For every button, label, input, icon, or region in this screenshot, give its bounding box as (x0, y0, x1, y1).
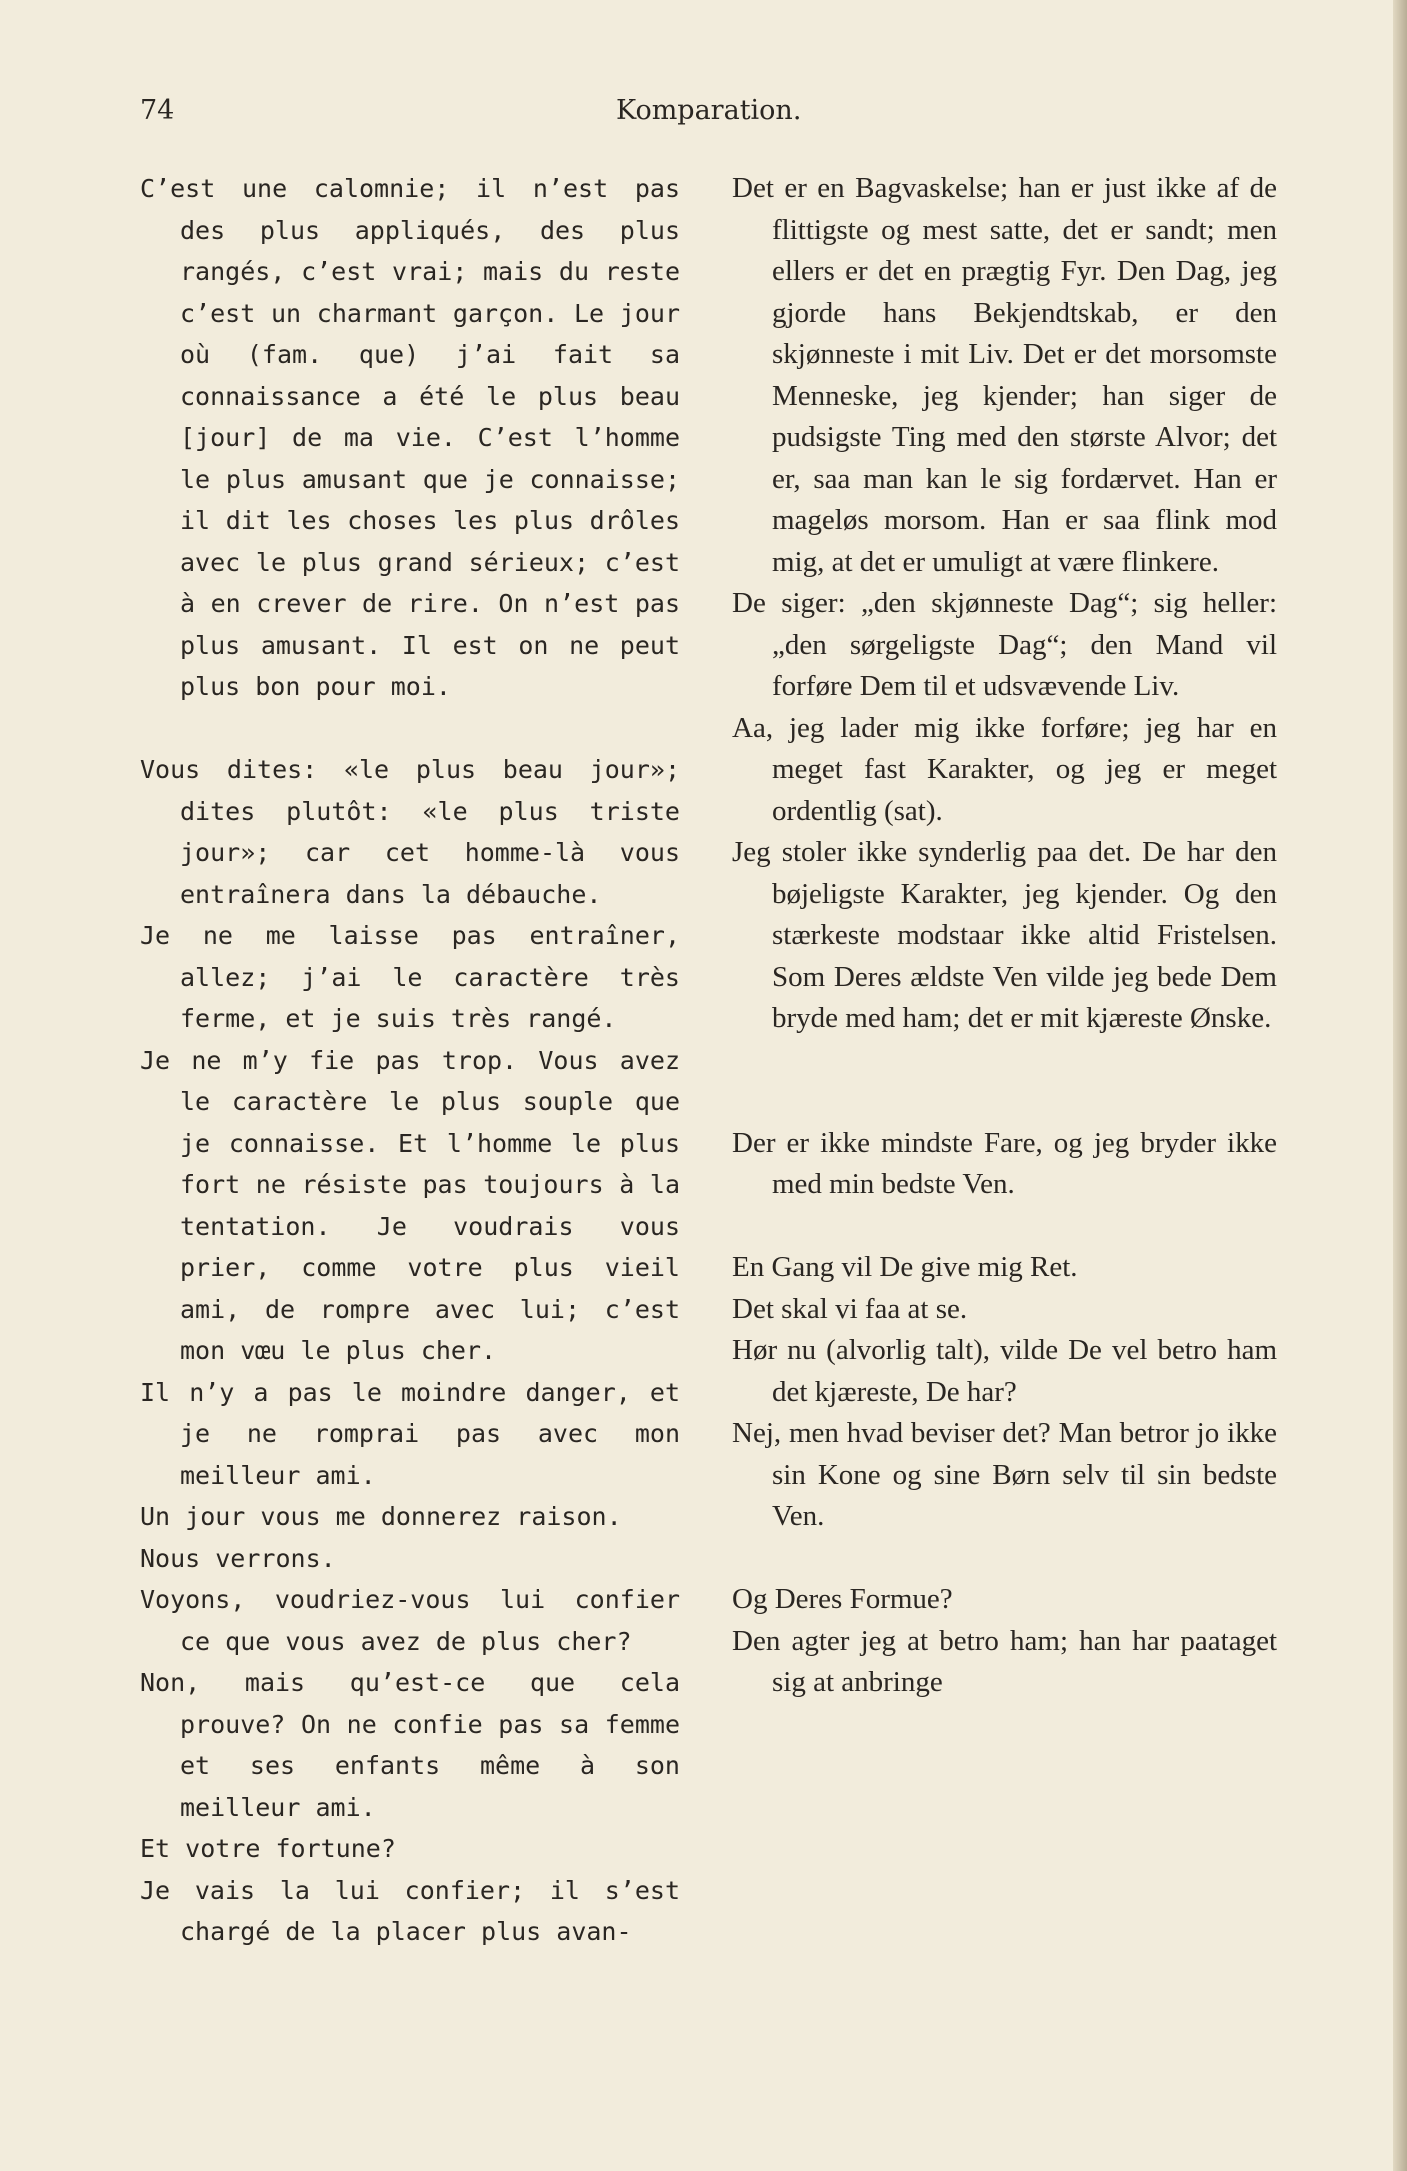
page-edge (1393, 0, 1407, 2171)
danish-paragraph: Aa, jeg lader mig ikke forføre; jeg har en meget fast Karakter, og jeg er meget ordentlig (sat). (732, 711, 1277, 827)
danish-paragraph: Det skal vi faa at se. (732, 1292, 968, 1325)
french-paragraph: Vous dites: «le plus beau jour»; dites plutôt: «le plus triste jour»; car cet homme-là vous entraînera dans la débauche. (140, 755, 680, 909)
danish-paragraph: Der er ikke mindste Fare, og jeg bryder ikke med min bedste Ven. (732, 1126, 1277, 1200)
french-paragraph: Il n’y a pas le moindre danger, et je ne romprai pas avec mon meilleur ami. (140, 1377, 680, 1490)
danish-paragraph: En Gang vil De give mig Ret. (732, 1251, 1078, 1283)
french-paragraph: Non, mais qu’est-ce que cela prouve? On ne confie pas sa femme et ses enfants même à son meilleur ami. (140, 1668, 680, 1822)
paragraph-spacer (732, 1040, 1277, 1082)
paragraph-spacer (732, 1206, 1277, 1248)
paragraph-spacer (732, 1538, 1277, 1580)
danish-column (732, 168, 1277, 1704)
danish-paragraph: Og Deres Formue? (732, 1583, 953, 1615)
page-header (140, 95, 1280, 135)
danish-paragraph: Hør nu (alvorlig talt), vilde De vel betro ham det kjæreste, De har? (732, 1334, 1277, 1408)
running-title: Komparation. (616, 95, 802, 126)
danish-paragraph: Den agter jeg at betro ham; han har paataget sig at anbringe (732, 1624, 1277, 1698)
danish-paragraph: Det er en Bagvaskelse; han er just ikke af de flittigste og mest satte, det er sandt; men ellers er det en prægtig Fyr. Den Dag, jeg gjorde hans Bekjendtskab, er den skjønneste i mit Liv. Det er det morsomste Menneske, jeg kjender; han siger de pudsigste Ting med den største Alvor; det er, saa man kan le sig fordærvet. Han er mageløs morsom. Han er saa flink mod mig, at det er umuligt at være flinkere. (732, 172, 1277, 578)
french-paragraph: Un jour vous me donnerez raison. (140, 1502, 622, 1531)
danish-paragraph: Jeg stoler ikke synderlig paa det. De har den bøjeligste Karakter, jeg kjender. Og den stærkeste modstaar ikke altid Fristelsen. Som Deres ældste Ven vilde jeg bede Dem bryde med ham; det er mit kjæreste Ønske. (732, 836, 1277, 1034)
page-number: 74 (140, 95, 175, 126)
french-paragraph: Nous verrons. (140, 1543, 336, 1573)
french-paragraph: Je ne m’y fie pas trop. Vous avez le caractère le plus souple que je connaisse. Et l’homme le plus fort ne résiste pas toujours à la tentation. Je voudrais vous prier, comme votre plus vieil ami, de rompre avec lui; c’est mon vœu le plus cher. (140, 1045, 680, 1365)
french-paragraph: C’est une calomnie; il n’est pas des plus appliqués, des plus rangés, c’est vrai; mais du reste c’est un charmant garçon. Le jour où (fam. que) j’ai fait sa connaissance a été le plus beau [jour] de ma vie. C’est l’homme le plus amusant que je connaisse; il dit les choses les plus drôles avec le plus grand sérieux; c’est à en crever de rire. On n’est pas plus amusant. Il est on ne peut plus bon pour moi. (140, 174, 680, 701)
french-column (140, 168, 680, 1953)
french-paragraph: Et votre fortune? (140, 1834, 396, 1863)
french-paragraph: Voyons, voudriez-vous lui confier ce que vous avez de plus cher? (140, 1585, 680, 1656)
paragraph-spacer (140, 708, 680, 750)
danish-paragraph: De siger: „den skjønneste Dag“; sig heller: „den sørgeligste Dag“; den Mand vil forføre Dem til et udsvævende Liv. (732, 587, 1277, 702)
french-paragraph: Je ne me laisse pas entraîner, allez; j’ai le caractère très ferme, et je suis très rangé. (140, 921, 680, 1033)
danish-paragraph: Nej, men hvad beviser det? Man betror jo ikke sin Kone og sine Børn selv til sin bedste Ven. (732, 1417, 1277, 1532)
french-paragraph: Je vais la lui confier; il s’est chargé de la placer plus avan- (140, 1875, 680, 1946)
paragraph-spacer (732, 1081, 1277, 1123)
